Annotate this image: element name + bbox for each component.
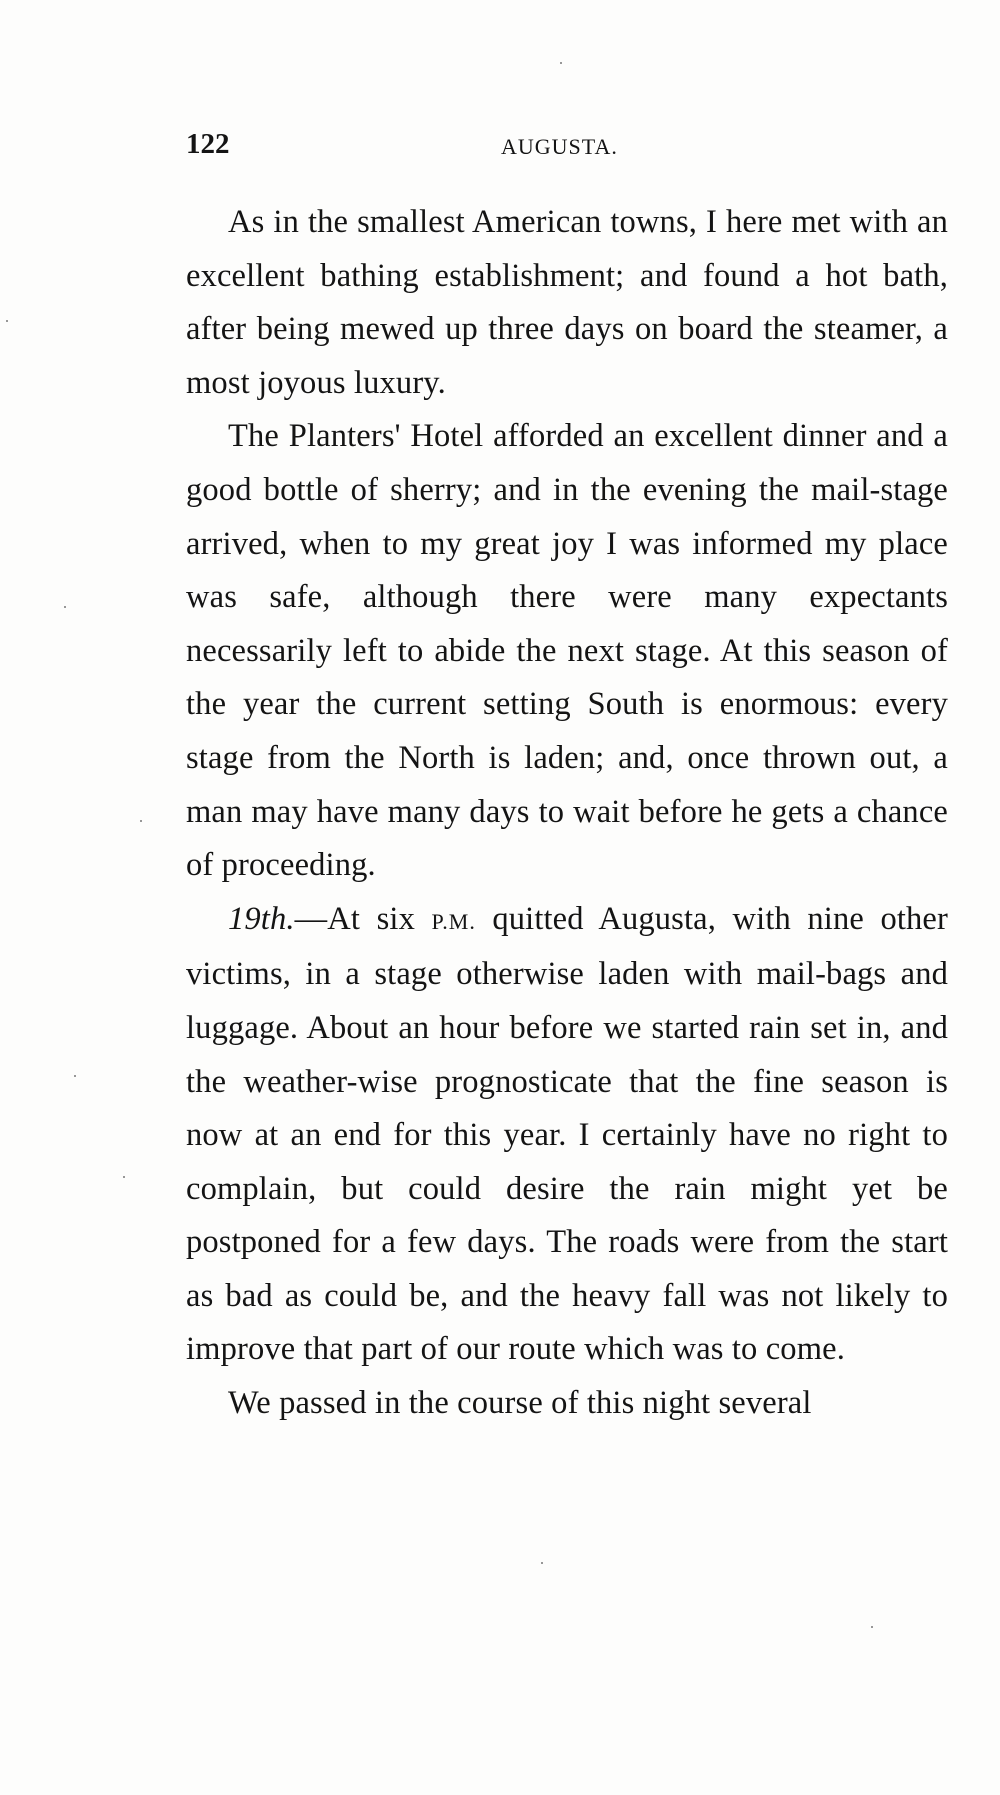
paragraph-text: The Planters' Hotel afforded an excellent dinner and a good bottle of sherry; and in the evening the mail-stage arrived, when to my great joy I was informed my place was safe, although there were many expectants necessarily left to abide the next stage. At this season of the year the current setting South is enormous: every stage from the North is laden; and, once thrown out, a man may have many days to wait before he gets a chance of proceeding. [186, 418, 948, 884]
paper-speck [74, 1075, 76, 1077]
paragraph-departure [186, 893, 948, 1377]
page-number: 122 [186, 128, 230, 160]
paper-speck [140, 820, 142, 822]
paper-speck [123, 1176, 125, 1178]
paragraph-text: We passed in the course of this night several [228, 1385, 812, 1422]
page-header [186, 128, 954, 168]
running-head: AUGUSTA. [501, 134, 618, 159]
paragraph-text: quitted Augusta, with nine other victims, in a stage otherwise laden with mail-bags and luggage. About an hour before we started rain set in, and the weather-wise prognosticate that the fine season is now at an end for this year. I certainly have no right to complain, but could desire the rain might yet be postponed for a few days. The roads were from the start as bad as could be, and the heavy fall was not likely to improve that part of our route which was to come. [186, 900, 948, 1368]
paper-speck [541, 1562, 543, 1564]
paper-speck [871, 1626, 873, 1628]
paper-speck [6, 320, 8, 322]
time-marker: P.M. [431, 908, 476, 934]
diary-date: 19th. [228, 900, 295, 937]
paragraph-lead: —At six [294, 900, 432, 937]
paragraph-bathing [186, 196, 948, 410]
paragraph-planters-hotel [186, 410, 948, 892]
paper-speck [64, 606, 66, 608]
paragraph-night [186, 1377, 948, 1431]
page-body [186, 196, 948, 1431]
paragraph-text: As in the smallest American towns, I here met with an excellent bathing establishment; and found a hot bath, after being mewed up three days on board the steamer, a most joyous luxury. [186, 204, 948, 401]
paper-speck [560, 62, 562, 64]
